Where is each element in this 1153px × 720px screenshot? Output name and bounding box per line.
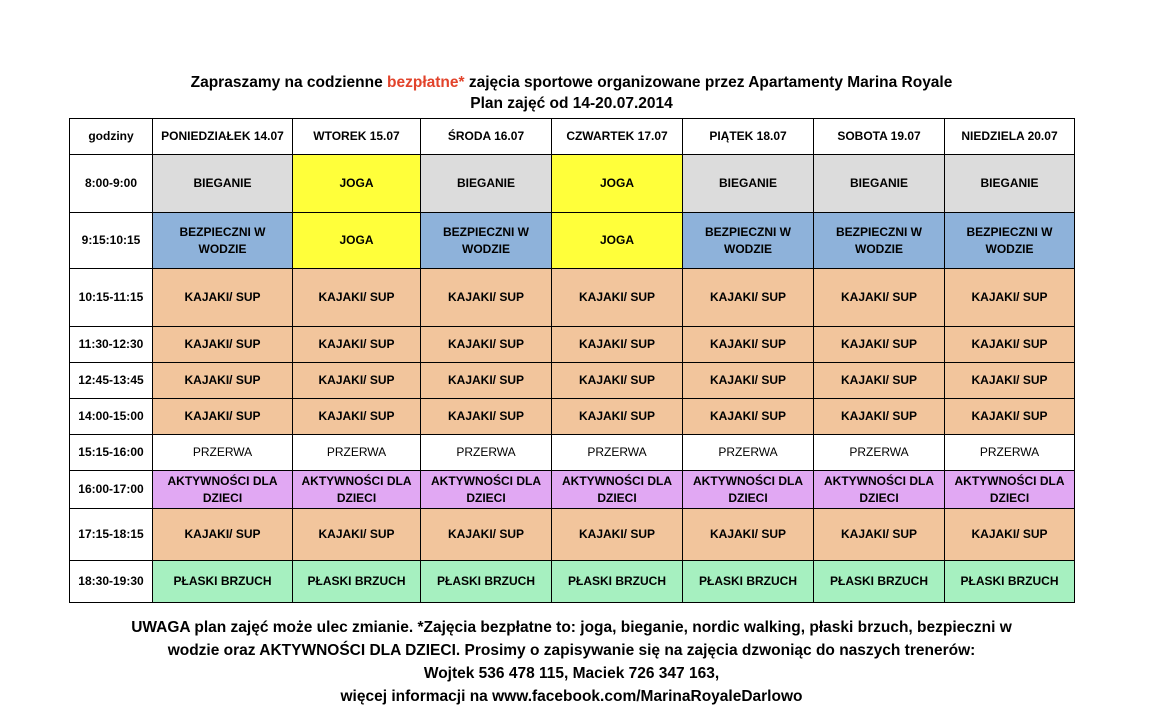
- activity-cell: KAJAKI/ SUP: [293, 363, 421, 399]
- activity-cell: KAJAKI/ SUP: [293, 327, 421, 363]
- activity-cell: PŁASKI BRZUCH: [814, 561, 945, 603]
- time-cell: 18:30-19:30: [70, 561, 153, 603]
- time-cell: 10:15-11:15: [70, 269, 153, 327]
- activity-cell: KAJAKI/ SUP: [683, 509, 814, 561]
- footer-contacts: Wojtek 536 478 115, Maciek 726 347 163,: [423, 665, 720, 682]
- activity-cell: AKTYWNOŚCI DLA DZIECI: [814, 471, 945, 509]
- time-cell: 14:00-15:00: [70, 399, 153, 435]
- activity-cell: PŁASKI BRZUCH: [421, 561, 552, 603]
- header-intro-text: Zapraszamy na codzienne: [190, 74, 388, 91]
- activity-cell: KAJAKI/ SUP: [683, 363, 814, 399]
- activity-cell: KAJAKI/ SUP: [683, 399, 814, 435]
- hours-column-header: godziny: [70, 119, 153, 155]
- table-row: [70, 561, 1075, 603]
- day-header: WTOREK 15.07: [293, 119, 421, 155]
- activity-cell: AKTYWNOŚCI DLA DZIECI: [945, 471, 1075, 509]
- activity-cell: JOGA: [552, 155, 683, 213]
- time-cell: 12:45-13:45: [70, 363, 153, 399]
- activity-cell: AKTYWNOŚCI DLA DZIECI: [683, 471, 814, 509]
- footer-line-2: wodzie oraz AKTYWNOŚCI DLA DZIECI. Prosimy o zapisywanie się na zajęcia dzwoniąc do naszych trenerów:: [167, 642, 976, 659]
- activity-cell: KAJAKI/ SUP: [814, 327, 945, 363]
- activity-cell: KAJAKI/ SUP: [552, 269, 683, 327]
- activity-cell: PRZERWA: [153, 435, 293, 471]
- schedule-table: [69, 118, 1075, 603]
- table-row: [70, 155, 1075, 213]
- activity-cell: PRZERWA: [814, 435, 945, 471]
- activity-cell: JOGA: [293, 213, 421, 269]
- activity-cell: KAJAKI/ SUP: [683, 327, 814, 363]
- activity-cell: KAJAKI/ SUP: [421, 327, 552, 363]
- activity-cell: KAJAKI/ SUP: [552, 327, 683, 363]
- day-header: PONIEDZIAŁEK 14.07: [153, 119, 293, 155]
- activity-cell: BIEGANIE: [421, 155, 552, 213]
- activity-cell: BEZPIECZNI W WODZIE: [683, 213, 814, 269]
- activity-cell: KAJAKI/ SUP: [552, 363, 683, 399]
- activity-cell: PŁASKI BRZUCH: [293, 561, 421, 603]
- activity-cell: KAJAKI/ SUP: [153, 363, 293, 399]
- activity-cell: PŁASKI BRZUCH: [153, 561, 293, 603]
- day-header: ŚRODA 16.07: [421, 119, 552, 155]
- activity-cell: PRZERWA: [683, 435, 814, 471]
- day-header: NIEDZIELA 20.07: [945, 119, 1075, 155]
- activity-cell: KAJAKI/ SUP: [153, 269, 293, 327]
- activity-cell: PŁASKI BRZUCH: [683, 561, 814, 603]
- activity-cell: KAJAKI/ SUP: [814, 509, 945, 561]
- activity-cell: KAJAKI/ SUP: [945, 327, 1075, 363]
- time-cell: 15:15-16:00: [70, 435, 153, 471]
- time-cell: 16:00-17:00: [70, 471, 153, 509]
- activity-cell: KAJAKI/ SUP: [153, 509, 293, 561]
- time-cell: 9:15:10:15: [70, 213, 153, 269]
- table-row: [70, 471, 1075, 509]
- activity-cell: KAJAKI/ SUP: [293, 399, 421, 435]
- activity-cell: KAJAKI/ SUP: [552, 399, 683, 435]
- activity-cell: PRZERWA: [945, 435, 1075, 471]
- activity-cell: KAJAKI/ SUP: [293, 269, 421, 327]
- activity-cell: KAJAKI/ SUP: [153, 327, 293, 363]
- table-row: [70, 435, 1075, 471]
- activity-cell: PRZERWA: [552, 435, 683, 471]
- activity-cell: BIEGANIE: [945, 155, 1075, 213]
- activity-cell: AKTYWNOŚCI DLA DZIECI: [421, 471, 552, 509]
- page-header: [0, 72, 1143, 114]
- activity-cell: KAJAKI/ SUP: [421, 399, 552, 435]
- activity-cell: KAJAKI/ SUP: [945, 399, 1075, 435]
- table-row: [70, 327, 1075, 363]
- activity-cell: KAJAKI/ SUP: [552, 509, 683, 561]
- table-row: [70, 363, 1075, 399]
- activity-cell: BEZPIECZNI W WODZIE: [153, 213, 293, 269]
- table-row: [70, 213, 1075, 269]
- time-cell: 17:15-18:15: [70, 509, 153, 561]
- time-cell: 8:00-9:00: [70, 155, 153, 213]
- day-header: PIĄTEK 18.07: [683, 119, 814, 155]
- activity-cell: KAJAKI/ SUP: [421, 269, 552, 327]
- activity-cell: PŁASKI BRZUCH: [945, 561, 1075, 603]
- header-line-1: [0, 72, 1143, 93]
- header-rest-text: zajęcia sportowe organizowane przez Apartamenty Marina Royale: [464, 74, 953, 91]
- activity-cell: KAJAKI/ SUP: [421, 363, 552, 399]
- activity-cell: PRZERWA: [421, 435, 552, 471]
- activity-cell: JOGA: [293, 155, 421, 213]
- activity-cell: AKTYWNOŚCI DLA DZIECI: [153, 471, 293, 509]
- activity-cell: BEZPIECZNI W WODZIE: [814, 213, 945, 269]
- footer-more-info: więcej informacji na www.facebook.com/MarinaRoyaleDarlowo: [340, 688, 803, 705]
- time-cell: 11:30-12:30: [70, 327, 153, 363]
- header-line-2: Plan zajęć od 14-20.07.2014: [470, 95, 673, 112]
- activity-cell: KAJAKI/ SUP: [814, 363, 945, 399]
- table-row: [70, 269, 1075, 327]
- footer-line-1: UWAGA plan zajęć może ulec zmianie. *Zajęcia bezpłatne to: joga, bieganie, nordic walking, płaski brzuch, bezpieczni w: [131, 619, 1012, 636]
- activity-cell: KAJAKI/ SUP: [945, 363, 1075, 399]
- day-header: SOBOTA 19.07: [814, 119, 945, 155]
- activity-cell: AKTYWNOŚCI DLA DZIECI: [552, 471, 683, 509]
- table-row: [70, 399, 1075, 435]
- table-row: [70, 509, 1075, 561]
- activity-cell: BEZPIECZNI W WODZIE: [421, 213, 552, 269]
- activity-cell: KAJAKI/ SUP: [945, 509, 1075, 561]
- activity-cell: KAJAKI/ SUP: [683, 269, 814, 327]
- activity-cell: KAJAKI/ SUP: [814, 269, 945, 327]
- activity-cell: PŁASKI BRZUCH: [552, 561, 683, 603]
- activity-cell: BEZPIECZNI W WODZIE: [945, 213, 1075, 269]
- activity-cell: KAJAKI/ SUP: [945, 269, 1075, 327]
- activity-cell: JOGA: [552, 213, 683, 269]
- activity-cell: BIEGANIE: [814, 155, 945, 213]
- header-free-highlight: bezpłatne*: [387, 74, 465, 91]
- table-header-row: [70, 119, 1075, 155]
- activity-cell: AKTYWNOŚCI DLA DZIECI: [293, 471, 421, 509]
- activity-cell: KAJAKI/ SUP: [293, 509, 421, 561]
- activity-cell: KAJAKI/ SUP: [421, 509, 552, 561]
- activity-cell: BIEGANIE: [683, 155, 814, 213]
- page-footer: [0, 616, 1143, 708]
- activity-cell: PRZERWA: [293, 435, 421, 471]
- activity-cell: BIEGANIE: [153, 155, 293, 213]
- activity-cell: KAJAKI/ SUP: [153, 399, 293, 435]
- activity-cell: KAJAKI/ SUP: [814, 399, 945, 435]
- day-header: CZWARTEK 17.07: [552, 119, 683, 155]
